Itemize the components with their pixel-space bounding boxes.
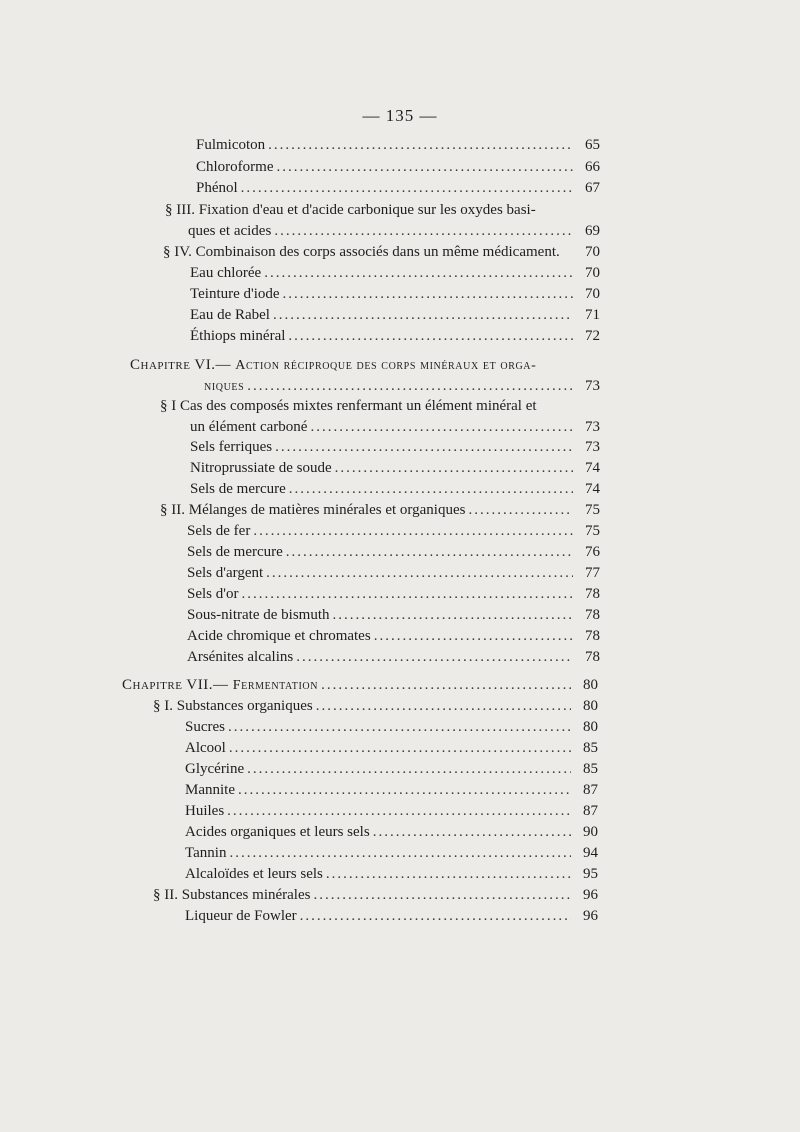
toc-entry [190, 479, 600, 499]
toc-entry-label: Phénol [196, 180, 238, 196]
dot-leader [241, 584, 573, 604]
dot-leader [253, 521, 573, 541]
dot-leader [310, 417, 573, 437]
toc-entry-label: Sucres [185, 719, 225, 735]
chapter-title: Action réciproque des corps minéraux et orga- [235, 358, 537, 373]
dot-leader [326, 864, 571, 884]
dot-leader [238, 780, 571, 800]
toc-entry [187, 563, 600, 583]
toc-entry-label: un élément carboné [190, 419, 308, 435]
toc-entry [185, 843, 598, 863]
toc-entry-page: 96 [583, 887, 598, 903]
toc-entry-page: 73 [585, 419, 600, 435]
toc-entry-label: Sels ferriques [190, 439, 273, 455]
toc-entry-page: 94 [583, 845, 598, 861]
toc-entry-page: 65 [585, 137, 600, 153]
dot-leader [283, 284, 573, 304]
chapter-title-continued: niques [204, 379, 245, 394]
dot-leader [247, 376, 573, 396]
section-heading [163, 242, 600, 262]
toc-entry-page: 73 [585, 378, 600, 394]
toc-entry-page: 80 [583, 719, 598, 735]
toc-entry-label: Sels d'argent [187, 565, 264, 581]
dot-leader [241, 178, 573, 198]
toc-entry-label: Alcool [185, 740, 226, 756]
toc-entry-page: 78 [585, 628, 600, 644]
dot-leader [276, 157, 573, 177]
section-heading [190, 417, 600, 437]
toc-entry [190, 326, 600, 346]
toc-entry [190, 305, 600, 325]
toc-entry-label: Mannite [185, 782, 235, 798]
toc-entry-page: 75 [585, 502, 600, 518]
toc-entry [185, 864, 598, 884]
toc-entry-label: Sels de mercure [187, 544, 283, 560]
section-heading-line: § I Cas des composés mixtes renfermant un élément minéral et [160, 398, 537, 414]
toc-entry-label: Sels d'or [187, 586, 239, 602]
dot-leader [374, 626, 573, 646]
toc-entry-label: Eau de Rabel [190, 307, 270, 323]
toc-entry [187, 542, 600, 562]
toc-entry [187, 584, 600, 604]
toc-entry [196, 178, 600, 198]
dot-leader [288, 326, 573, 346]
toc-entry-label: Acide chromique et chromates [187, 628, 371, 644]
toc-entry-page: 78 [585, 649, 600, 665]
toc-entry-page: 67 [585, 180, 600, 196]
section-heading [160, 500, 600, 520]
toc-entry-label: Sous-nitrate de bismuth [187, 607, 330, 623]
toc-entry-page: 80 [583, 677, 598, 693]
toc-entry-label: Éthiops minéral [190, 328, 286, 344]
toc-entry [190, 263, 600, 283]
toc-entry-label: Glycérine [185, 761, 245, 777]
toc-entry-label: Chloroforme [196, 159, 274, 175]
section-heading [188, 221, 600, 241]
section-heading [153, 696, 598, 716]
dot-leader [273, 305, 573, 325]
section-heading [153, 885, 598, 905]
toc-entry-label: § II. Mélanges de matières minérales et organiques [160, 502, 466, 518]
dot-leader [296, 647, 573, 667]
toc-entry-page: 90 [583, 824, 598, 840]
dot-leader [335, 458, 573, 478]
dot-leader [316, 696, 571, 716]
chapter-heading [204, 376, 600, 397]
toc-entry [190, 437, 600, 457]
toc-entry-label: Alcaloïdes et leurs sels [185, 866, 323, 882]
dot-leader [229, 738, 571, 758]
toc-entry [185, 717, 598, 737]
dot-leader [333, 605, 574, 625]
chapter-prefix: Chapitre VII.— [122, 677, 233, 693]
toc-entry-page: 96 [583, 908, 598, 924]
dot-leader [313, 885, 571, 905]
toc-entry [187, 521, 600, 541]
toc-entry-label: § IV. Combinaison des corps associés dans un même médicament. [163, 244, 560, 260]
toc-entry [187, 647, 600, 667]
toc-entry-label: Eau chlorée [190, 265, 262, 281]
toc-entry-label: Teinture d'iode [190, 286, 280, 302]
toc-entry-page: 87 [583, 782, 598, 798]
dot-leader [228, 717, 571, 737]
page-number: — 135 — [362, 106, 438, 125]
dot-leader [289, 479, 573, 499]
dot-leader [229, 843, 571, 863]
toc-entry-label: § II. Substances minérales [153, 887, 311, 903]
toc-entry-page: 69 [585, 223, 600, 239]
toc-entry-label: Sels de mercure [190, 481, 286, 497]
dot-leader [274, 221, 573, 241]
toc-entry-page: 80 [583, 698, 598, 714]
toc-entry-page: 95 [583, 866, 598, 882]
chapter-prefix: Chapitre VI.— [130, 357, 236, 373]
toc-entry-page: 74 [585, 481, 600, 497]
toc-entry [187, 605, 600, 625]
toc-entry-label: Fulmicoton [196, 137, 266, 153]
toc-entry-page: 87 [583, 803, 598, 819]
toc-entry-label: Acides organiques et leurs sels [185, 824, 370, 840]
toc-entry-page: 85 [583, 761, 598, 777]
toc-entry-page: 74 [585, 460, 600, 476]
chapter-title: Fermentation [232, 678, 319, 693]
section-heading-line: § III. Fixation d'eau et d'acide carbonique sur les oxydes basi- [165, 202, 536, 218]
toc-entry-page: 66 [585, 159, 600, 175]
toc-entry-page: 85 [583, 740, 598, 756]
toc-entry-page: 73 [585, 439, 600, 455]
toc-entry-page: 70 [585, 244, 600, 260]
toc-entry [185, 738, 598, 758]
toc-entry [185, 759, 598, 779]
toc-entry-page: 70 [585, 265, 600, 281]
dot-leader [286, 542, 573, 562]
dot-leader [264, 263, 573, 283]
dot-leader [247, 759, 571, 779]
chapter-heading [122, 675, 598, 696]
toc-entry [185, 906, 598, 926]
toc-entry-page: 77 [585, 565, 600, 581]
toc-entry-page: 76 [585, 544, 600, 560]
dot-leader [300, 906, 571, 926]
toc-entry [185, 780, 598, 800]
toc-entry-label: § I. Substances organiques [153, 698, 313, 714]
dot-leader [373, 822, 571, 842]
toc-entry [190, 458, 600, 478]
toc-entry [196, 135, 600, 155]
toc-entry-label: Nitroprussiate de soude [190, 460, 332, 476]
toc-entry [187, 626, 600, 646]
toc-entry-label: Arsénites alcalins [187, 649, 294, 665]
toc-entry-label: ques et acides [188, 223, 272, 239]
toc-entry [190, 284, 600, 304]
toc-entry-label: Sels de fer [187, 523, 251, 539]
dot-leader [275, 437, 573, 457]
toc-entry-page: 70 [585, 286, 600, 302]
toc-entry-page: 78 [585, 586, 600, 602]
dot-leader [227, 801, 571, 821]
chapter-heading-line [130, 355, 536, 376]
dot-leader [468, 500, 573, 520]
toc-entry [185, 801, 598, 821]
toc-entry-label: Huiles [185, 803, 225, 819]
toc-entry-page: 75 [585, 523, 600, 539]
toc-entry-label: Tannin [185, 845, 227, 861]
dot-leader [321, 675, 571, 695]
toc-entry [185, 822, 598, 842]
toc-entry-label: Liqueur de Fowler [185, 908, 297, 924]
toc-entry-page: 71 [585, 307, 600, 323]
toc-entry-page: 78 [585, 607, 600, 623]
toc-entry [196, 157, 600, 177]
toc-entry-page: 72 [585, 328, 600, 344]
dot-leader [268, 135, 573, 155]
dot-leader [266, 563, 573, 583]
